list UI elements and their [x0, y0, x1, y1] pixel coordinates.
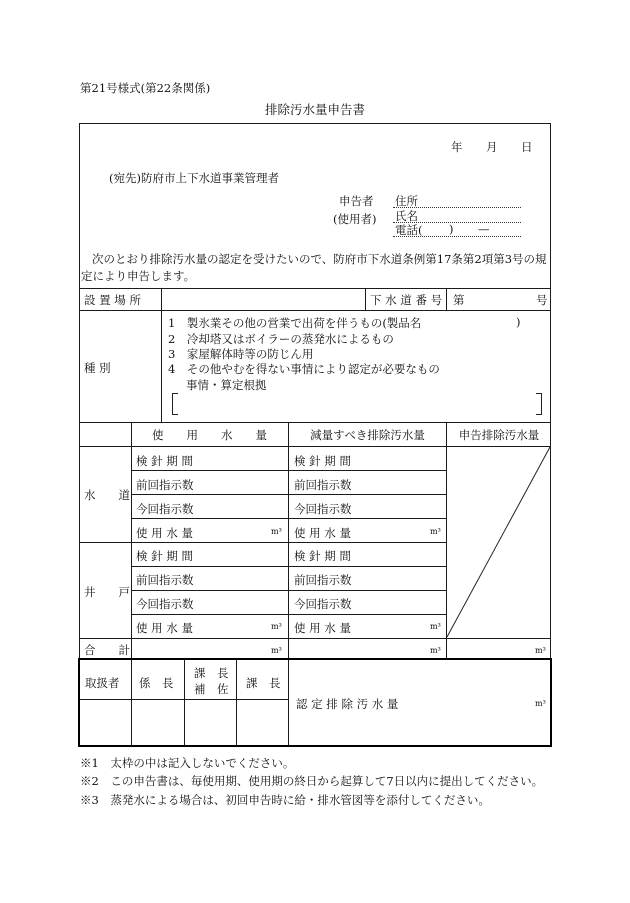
date-day-label: 日 [521, 140, 533, 154]
type-option-3[interactable]: 3 家屋解体時等の防じん用 [168, 347, 314, 361]
intro-line-2: 定により申告します。 [81, 269, 196, 283]
diagonal-strike [446, 446, 551, 638]
sewer-number-field[interactable] [470, 289, 532, 309]
phone-label[interactable]: 電話( [395, 223, 423, 237]
approved-unit: m³ [535, 699, 546, 708]
type-option-1[interactable]: 1 製氷業その他の営業で出荷を伴うもの(製品名 [168, 316, 422, 330]
form-title: 排除汚水量申告書 [264, 102, 365, 117]
bracket-right [536, 393, 542, 415]
bracket-left [172, 393, 178, 415]
address-label[interactable]: 住所 [395, 194, 418, 208]
water-usage-curr: 今回指示数 [136, 502, 194, 516]
form-number: 第21号様式(第22条関係) [80, 81, 211, 95]
water-usage-amount: 使 用 水 量 [136, 526, 193, 540]
well-usage-prev: 前回指示数 [136, 573, 194, 587]
water-usage-period: 検 針 期 間 [136, 454, 193, 468]
type-option-2[interactable]: 2 冷却塔又はボイラーの蒸発水によるもの [168, 332, 394, 346]
reason-field[interactable] [180, 394, 532, 412]
total-declared-unit: m³ [535, 646, 546, 655]
well-usage-period: 検 針 期 間 [136, 549, 193, 563]
phone-dash: — [478, 222, 490, 236]
water-red-unit: m³ [430, 527, 441, 536]
col-reduction-header: 減量すべき排除汚水量 [310, 428, 425, 442]
well-usage-amount: 使 用 水 量 [136, 621, 193, 635]
note-2: ※2 この申告書は、毎使用期、使用期の終日から起算して7日以内に提出してください。 [80, 774, 544, 788]
water-red-amount: 使 用 水 量 [294, 526, 351, 540]
well-red-unit: m³ [430, 622, 441, 631]
water-red-prev: 前回指示数 [294, 478, 352, 492]
name-label[interactable]: 氏名 [395, 209, 418, 223]
total-red-unit: m³ [430, 646, 441, 655]
type-label: 種 別 [84, 361, 111, 375]
addressee: (宛先)防府市上下水道事業管理者 [109, 171, 279, 185]
approved-label: 認 定 排 除 汚 水 量 [296, 697, 399, 711]
deputy-label-1: 課 長 [194, 666, 229, 680]
well-usage-curr: 今回指示数 [136, 597, 194, 611]
total-usage-unit: m³ [271, 646, 282, 655]
well-usage-unit: m³ [271, 622, 282, 631]
well-red-curr: 今回指示数 [294, 597, 352, 611]
deputy-label-2: 補 佐 [194, 682, 229, 696]
applicant-label: 申告者 [339, 194, 374, 208]
reason-label: 事情・算定根拠 [186, 378, 267, 392]
row-well-label: 井 戸 [84, 585, 130, 599]
type-option-1-close: ) [516, 315, 521, 329]
manager-label: 課 長 [246, 676, 281, 690]
user-label: (使用者) [333, 212, 377, 226]
water-red-curr: 今回指示数 [294, 502, 352, 516]
note-3: ※3 蒸発水による場合は、初回申告時に給・排水管図等を添付してください。 [80, 793, 490, 807]
well-red-prev: 前回指示数 [294, 573, 352, 587]
handler-label: 取扱者 [85, 676, 120, 690]
water-red-period: 検 針 期 間 [294, 454, 351, 468]
intro-line-1: 次のとおり排除汚水量の認定を受けたいので、防府市下水道条例第17条第2項第3号の規 [92, 252, 547, 266]
type-option-4[interactable]: 4 その他やむを得ない事情により認定が必要なもの [168, 362, 440, 376]
col-declared-header: 申告排除汚水量 [458, 428, 540, 442]
date-month-label: 月 [486, 140, 498, 154]
water-usage-prev: 前回指示数 [136, 478, 194, 492]
phone-close: ) [449, 222, 454, 236]
row-water-label: 水 道 [84, 488, 130, 502]
note-1: ※1 太枠の中は記入しないでください。 [80, 756, 295, 770]
location-label: 設 置 場 所 [84, 293, 141, 307]
location-field[interactable] [162, 289, 364, 309]
sewer-number-label: 下 水 道 番 号 [370, 293, 443, 307]
well-red-period: 検 針 期 間 [294, 549, 351, 563]
row-total-label: 合 計 [84, 643, 130, 657]
chief-label: 係 長 [139, 676, 174, 690]
col-usage-header: 使 用 水 量 [152, 428, 267, 442]
water-usage-unit: m³ [271, 527, 282, 536]
number-prefix: 第 [453, 293, 465, 307]
number-suffix: 号 [536, 293, 548, 307]
date-year-label: 年 [451, 140, 463, 154]
well-red-amount: 使 用 水 量 [294, 621, 351, 635]
